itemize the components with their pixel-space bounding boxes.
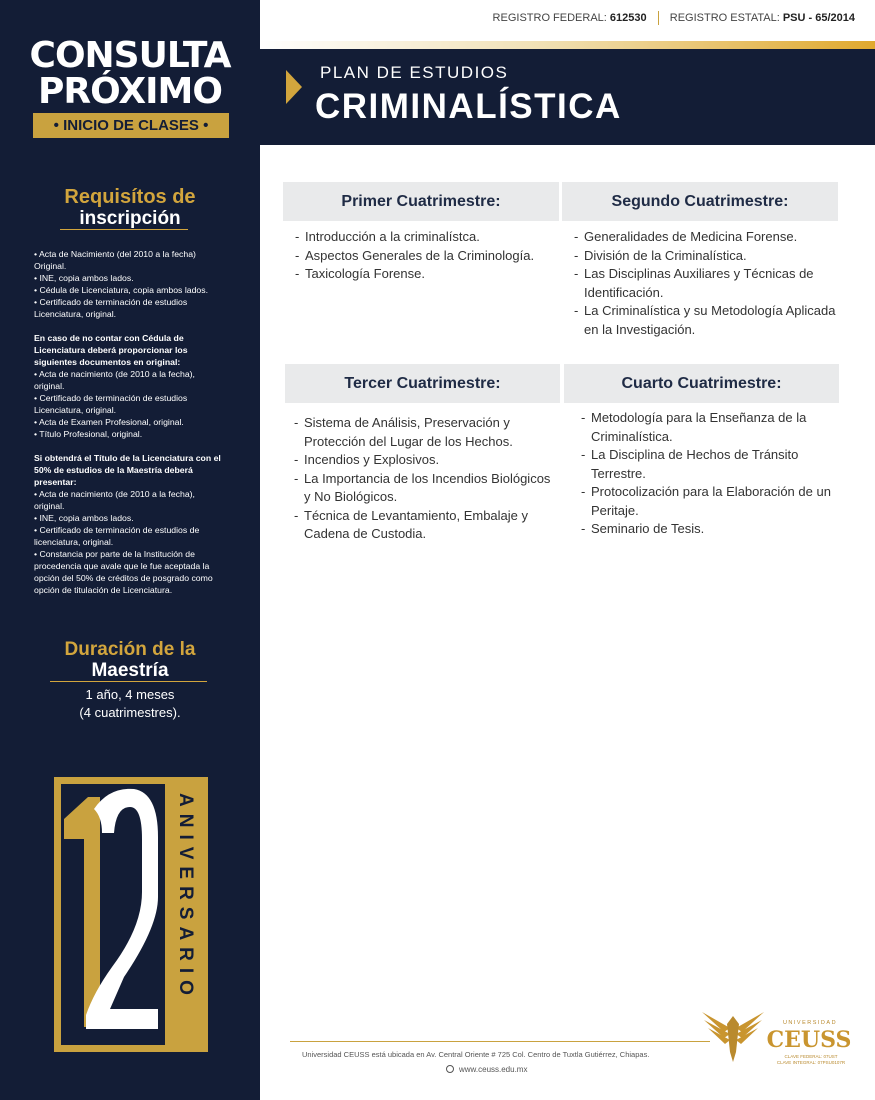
duracion-value-line2: (4 cuatrimestres).	[79, 705, 181, 720]
registro-estatal-label: REGISTRO ESTATAL:	[669, 12, 780, 24]
requisitos-underline	[60, 229, 188, 230]
ceuss-eagle-logo	[700, 1006, 766, 1066]
list-item: - Sistema de Análisis, Preservación y Protección del Lugar de los Hechos.	[294, 414, 560, 451]
duracion-title	[0, 639, 260, 681]
list-item: - La Disciplina de Hechos de Tránsito Terrestre.	[581, 446, 839, 483]
list-item: - Aspectos Generales de la Criminología.	[295, 247, 559, 266]
term-2-title: Segundo Cuatrimestre:	[562, 182, 838, 221]
header-banner	[260, 49, 875, 145]
sidebar	[0, 0, 260, 1100]
requisitos-block-1: • Acta de Nacimiento (del 2010 a la fecha) Original. • INE, copia ambos lados. • Cédula de Licenciatura, copia ambos lados. • Certificado de terminación de estudios Licenciatura, original.	[34, 249, 209, 319]
requisitos-block-2: • Acta de nacimiento (de 2010 a la fecha), original. • Certificado de terminación de estudios Licenciatura, original. • Acta de Examen Profesional, original. • Título Profesional, original.	[34, 369, 195, 439]
term-3-items	[285, 414, 560, 544]
list-item: - Protocolización para la Elaboración de un Peritaje.	[581, 483, 839, 520]
list-item: - Generalidades de Medicina Forense.	[574, 228, 838, 247]
term-1-items	[283, 228, 559, 284]
gold-stripe	[260, 41, 875, 49]
list-item: - Introducción a la criminalístca.	[295, 228, 559, 247]
list-item: - Taxicología Forense.	[295, 265, 559, 284]
list-item: - La Importancia de los Incendios Biológicos y No Biológicos.	[294, 470, 560, 507]
list-item: - Metodología para la Enseñanza de la Criminalística.	[581, 409, 839, 446]
consulta-word: CONSULTA	[29, 35, 231, 76]
requisitos-block-3: • Acta de nacimiento (de 2010 a la fecha), original. • INE, copia ambos lados. • Certificado de terminación de estudios de licenciatura, original. • Constancia por parte de la Institución de procedencia que avale que le fue aceptada la opción del 50% de créditos de posgrado como opción de titulación de Licenciatura.	[34, 489, 213, 595]
page-title: CRIMINALÍSTICA	[315, 87, 622, 126]
globe-icon	[446, 1065, 454, 1073]
ceuss-logo-clave: CLAVE FEDERAL: 07UST CLAVE INTEGRAL: 07PSU0107R	[776, 1054, 846, 1065]
list-item: - División de la Criminalística.	[574, 247, 838, 266]
duracion-value	[0, 686, 260, 722]
play-arrow-icon	[286, 70, 302, 104]
registro-estatal-value: PSU - 65/2014	[782, 12, 855, 24]
footer-website[interactable]	[446, 1065, 527, 1075]
ceuss-logo-name: CEUSS	[766, 1027, 852, 1053]
requisitos-list	[34, 248, 234, 596]
requisitos-block-2-heading: En caso de no contar con Cédula de Licenciatura deberá proporcionar los siguientes documentos en original:	[34, 333, 188, 367]
list-item: - Seminario de Tesis.	[581, 520, 839, 539]
duracion-title-line2: Maestría	[91, 660, 169, 681]
consulta-heading	[0, 35, 260, 112]
requisitos-title-line2: inscripción	[79, 208, 181, 229]
duracion-underline	[50, 681, 207, 682]
plan-subtitle: PLAN DE ESTUDIOS	[320, 63, 509, 82]
ceuss-logo-small: UNIVERSIDAD	[782, 1020, 838, 1026]
footer-address: Universidad CEUSS está ubicada en Av. Central Oriente # 725 Col. Centro de Tuxtla Gutiérrez, Chiapas.	[302, 1050, 650, 1059]
aniversario-word: ANIVERSARIO	[175, 793, 196, 1002]
requisitos-block-3-heading: Si obtendrá el Título de la Licenciatura con el 50% de estudios de la Maestría deberá presentar:	[34, 453, 221, 487]
term-4-title: Cuarto Cuatrimestre:	[564, 364, 839, 403]
registro-federal-label: REGISTRO FEDERAL:	[492, 12, 607, 24]
registro-separator	[658, 11, 659, 25]
aniversario-12-logo	[54, 777, 208, 1052]
term-3-title: Tercer Cuatrimestre:	[285, 364, 560, 403]
footer-divider	[290, 1041, 710, 1042]
list-item: - Técnica de Levantamiento, Embalaje y Cadena de Custodia.	[294, 507, 560, 544]
duracion-title-line1: Duración de la	[64, 639, 196, 660]
registro-info	[493, 11, 855, 25]
term-1	[283, 182, 559, 284]
list-item: - La Criminalística y su Metodología Aplicada en la Investigación.	[574, 302, 838, 339]
website-link[interactable]: www.ceuss.edu.mx	[459, 1065, 528, 1074]
requisitos-title-line1: Requisítos de	[64, 186, 196, 208]
term-4-items	[564, 409, 839, 539]
term-2-items	[562, 228, 838, 339]
requisitos-title	[0, 186, 260, 229]
inicio-clases-badge: • INICIO DE CLASES •	[33, 113, 229, 138]
proximo-word: PRÓXIMO	[37, 71, 222, 112]
term-1-title: Primer Cuatrimestre:	[283, 182, 559, 221]
list-item: - Las Disciplinas Auxiliares y Técnicas de Identificación.	[574, 265, 838, 302]
registro-federal-value: 612530	[609, 12, 647, 24]
duracion-value-line1: 1 año, 4 meses	[85, 687, 175, 702]
term-3	[285, 364, 560, 544]
list-item: - Incendios y Explosivos.	[294, 451, 560, 470]
term-4	[564, 364, 839, 539]
term-2	[562, 182, 838, 339]
